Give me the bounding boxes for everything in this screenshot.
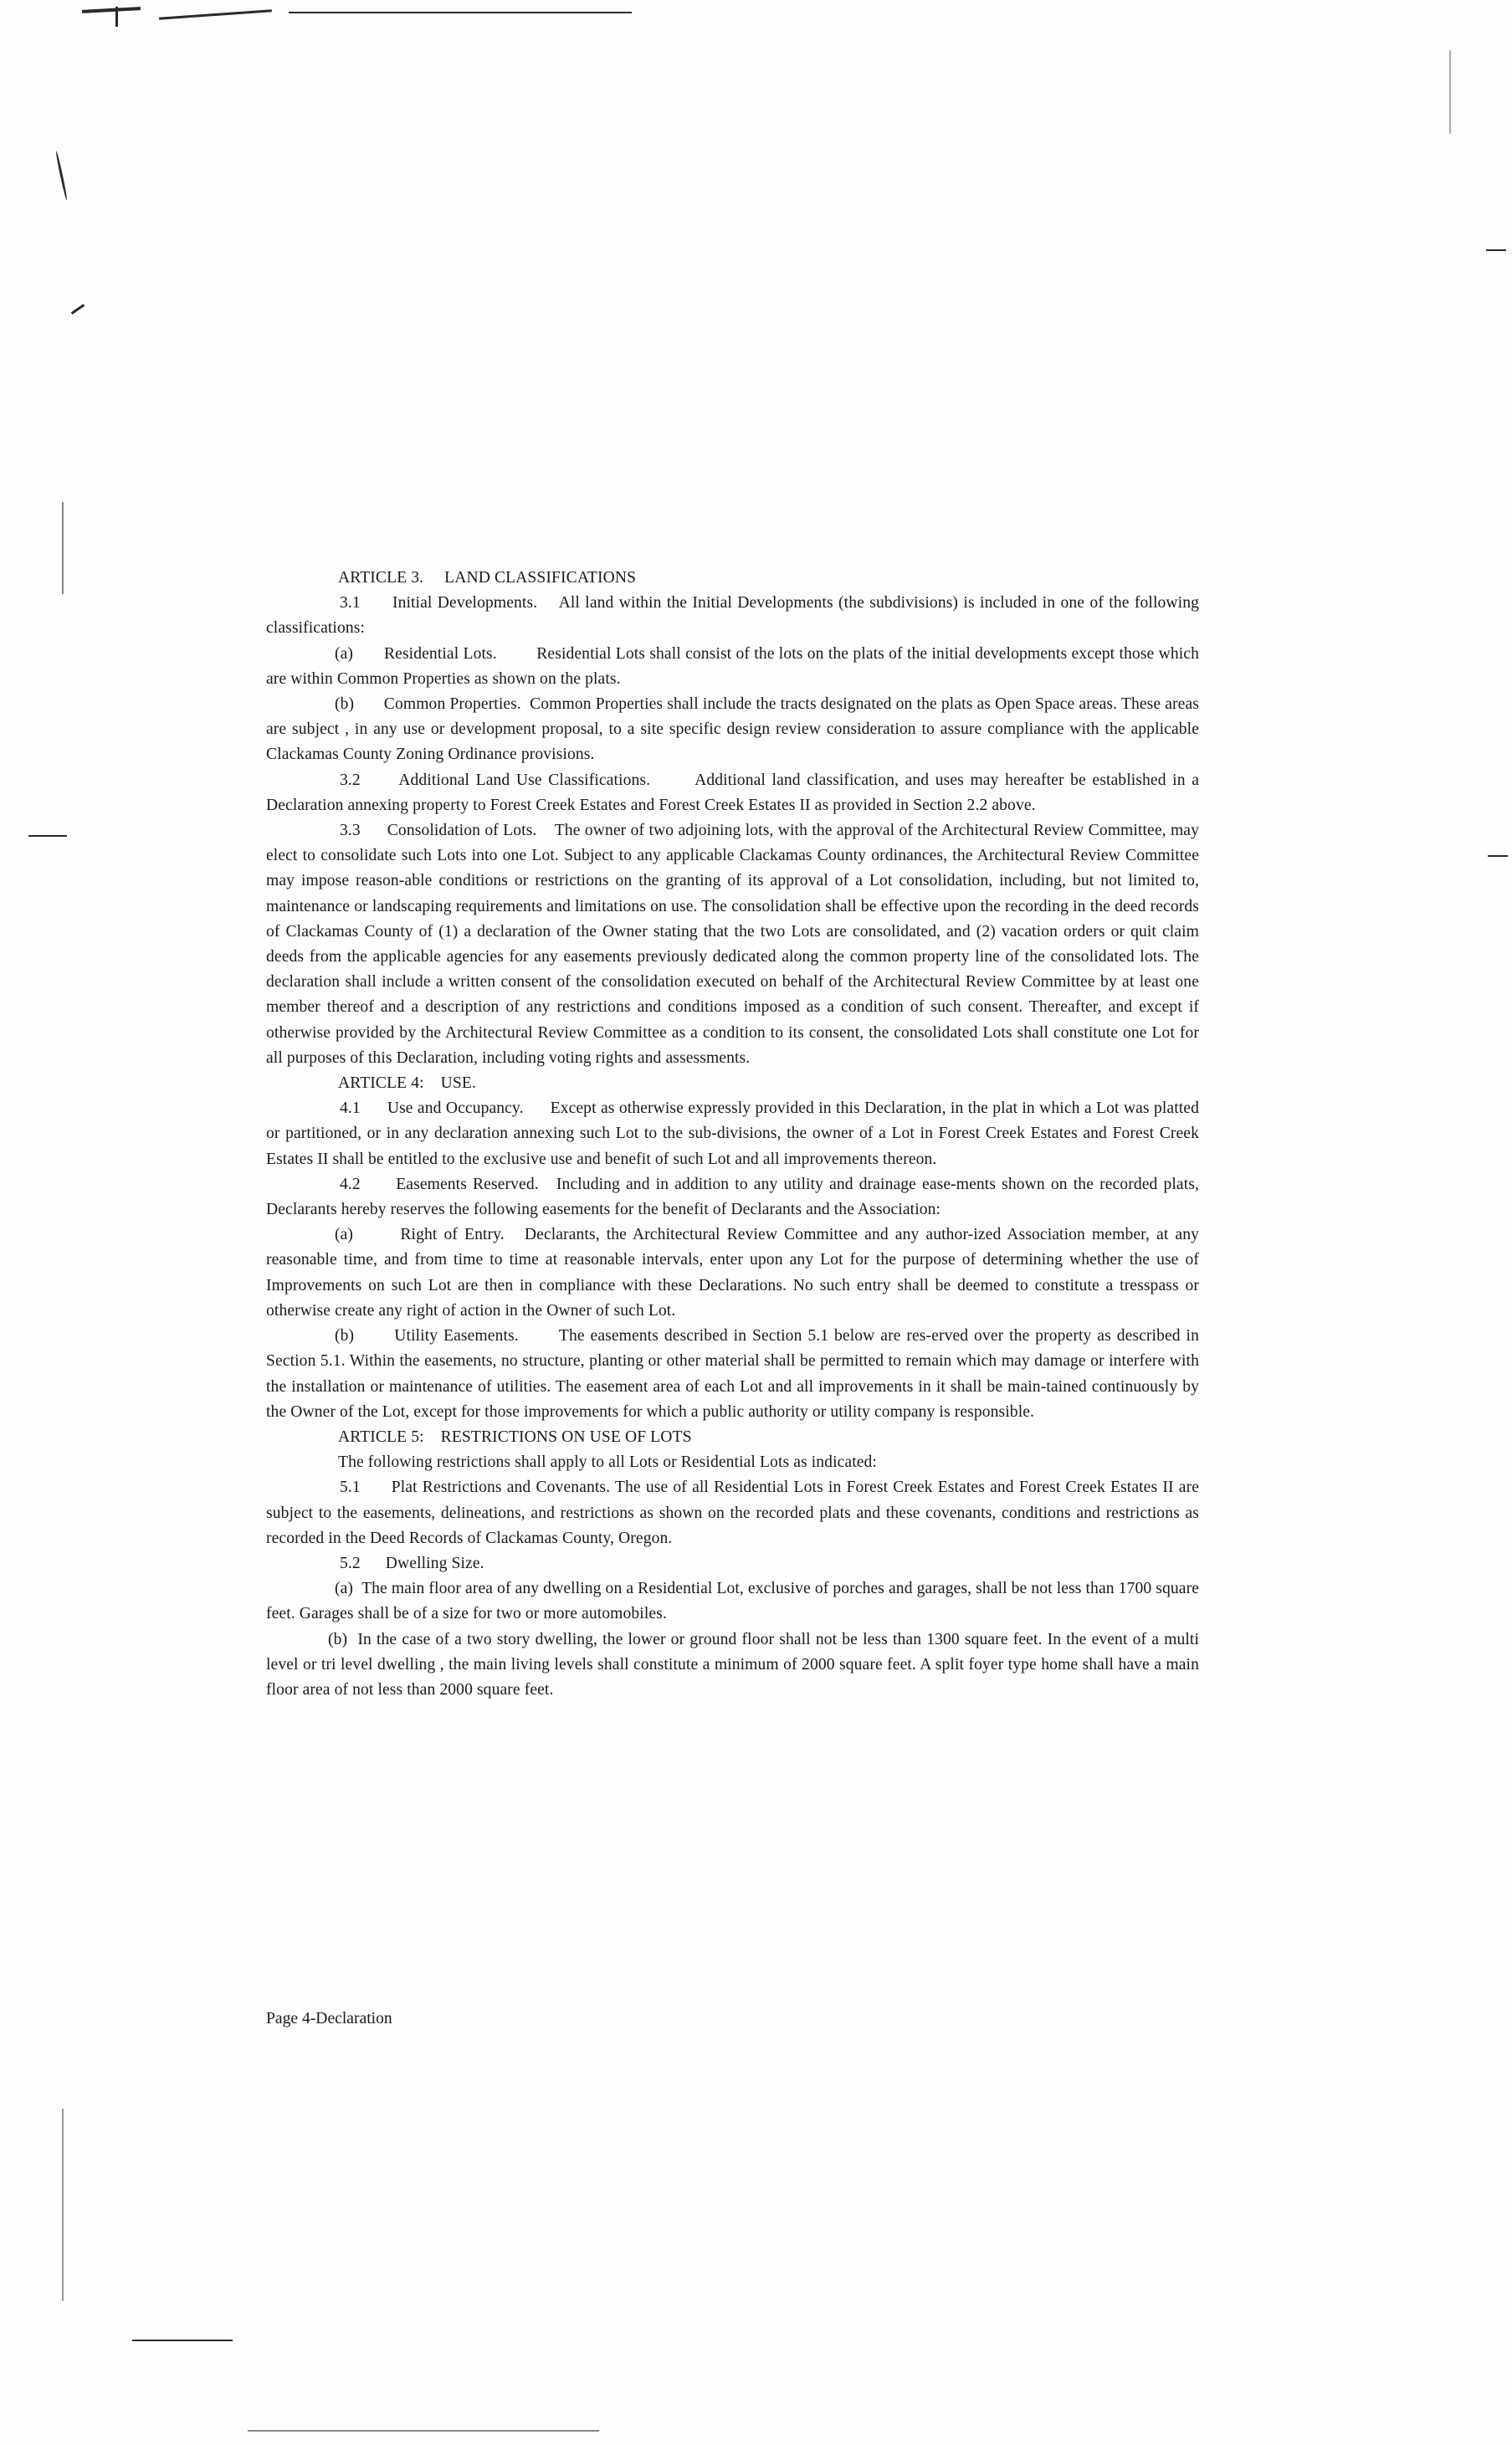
section-3-1-a: (a) Residential Lots. Residential Lots shall consist of the lots on the plats of the initial developments except those which are within Common Properties as shown on the plats.: [266, 644, 1199, 688]
document-body: [266, 566, 1199, 1703]
section-5-2-b: (b) In the case of a two story dwelling, the lower or ground floor shall not be less than 1300 square feet. In the event of a multi level or tri level dwelling , the main living levels shall constitute a minimum of 2000 square feet. A split foyer type home shall have a main floor area of not less than 2000 square feet.: [266, 1630, 1199, 1699]
scan-artifact-left-bracket: [55, 151, 68, 200]
section-4-2-b: (b) Utility Easements. The easements described in Section 5.1 below are res-erved over the property as described in Section 5.1. Within the easements, no structure, planting or other material shall be permitted to remain which may damage or interfere with the installation or maintenance of utilities. The easement area of each Lot and all improvements in it shall be main-tained continuously by the Owner of the Lot, except for those improvements for which a public authority or utility company is responsible.: [266, 1327, 1199, 1421]
section-3-1: 3.1 Initial Developments. All land within the Initial Developments (the subdivisions) is included in one of the following classifications:: [266, 594, 1199, 638]
scan-artifact-left-edge-1: [62, 502, 64, 594]
scan-artifact-left-dash: [28, 835, 67, 837]
section-5-2-a: (a) The main floor area of any dwelling on a Residential Lot, exclusive of porches and garages, shall be not less than 1700 square feet. Garages shall be of a size for two or more automobiles.: [266, 1580, 1199, 1623]
scan-artifact-left-mark: [71, 304, 85, 315]
section-4-2-a: (a) Right of Entry. Declarants, the Architectural Review Committee and any author-ized Association member, at any reasonable time, and from time to time at reasonable intervals, enter upon any Lot for the purpose of determining whether the use of Improvements on such Lot are then in compliance with these Declarations. No such entry shall be deemed to constitute a tresspass or otherwise create any right of action in the Owner of such Lot.: [266, 1226, 1199, 1320]
scan-artifact-top-left: [82, 7, 141, 13]
scan-artifact-top-tick: [115, 7, 118, 27]
section-5-2: 5.2 Dwelling Size.: [340, 1554, 484, 1572]
article-4-heading: ARTICLE 4: USE.: [338, 1074, 476, 1093]
scan-artifact-bottom-line-2: [248, 2430, 599, 2432]
scan-artifact-top-line: [159, 9, 272, 19]
article-3-heading: ARTICLE 3. LAND CLASSIFICATIONS: [338, 569, 637, 587]
scan-artifact-bottom-line: [132, 2340, 233, 2341]
page-footer: Page 4-Declaration: [266, 2010, 392, 2027]
scan-artifact-right-edge: [1449, 50, 1451, 134]
article-5-heading: ARTICLE 5: RESTRICTIONS ON USE OF LOTS: [338, 1428, 692, 1446]
article-5-intro: The following restrictions shall apply to all Lots or Residential Lots as indicated:: [338, 1453, 877, 1472]
scan-artifact-top-right-line: [289, 12, 632, 13]
section-4-1: 4.1 Use and Occupancy. Except as otherwise expressly provided in this Declaration, in the plat in which a Lot was platted or partitioned, or in any declaration annexing such Lot to the sub-divisions, the owner of a Lot in Forest Creek Estates and Forest Creek Estates II shall be entitled to the exclusive use and benefit of such Lot and all improvements thereon.: [266, 1099, 1199, 1168]
scan-artifact-left-edge-2: [62, 2109, 64, 2301]
scan-artifact-right-dash-2: [1488, 855, 1508, 857]
section-5-1: 5.1 Plat Restrictions and Covenants. The use of all Residential Lots in Forest Creek Estates and Forest Creek Estates II are subject to the easements, delineations, and restrictions as shown on the recorded plats and these covenants, conditions and restrictions as recorded in the Deed Records of Clackamas County, Oregon.: [266, 1479, 1199, 1547]
section-4-2: 4.2 Easements Reserved. Including and in addition to any utility and drainage ease-ments shown on the recorded plats, Declarants hereby reserves the following easements for the benefit of Declarants and the Association:: [266, 1175, 1199, 1219]
section-3-1-b: (b) Common Properties. Common Properties shall include the tracts designated on the plats as Open Space areas. These areas are subject , in any use or development proposal, to a site specific design review consideration to assure compliance with the applicable Clackamas County Zoning Ordinance provisions.: [266, 695, 1199, 764]
scan-artifact-right-dash: [1486, 249, 1506, 251]
section-3-3: 3.3 Consolidation of Lots. The owner of two adjoining lots, with the approval of the Architectural Review Committee, may elect to consolidate such Lots into one Lot. Subject to any applicable Clackamas County ordinances, the Architectural Review Committee may impose reason-able conditions or restrictions on the granting of its approval of a Lot consolidation, including, but not limited to, maintenance or landscaping requirements and limitations on use. The consolidation shall be effective upon the recording in the deed records of Clackamas County of (1) a declaration of the Owner stating that the two Lots are consolidated, and (2) vacation orders or quit claim deeds from the applicable agencies for any easements previously dedicated along the common property line of the consolidated lots. The declaration shall include a written consent of the consolidation executed on behalf of the Architectural Review Committee by at least one member thereof and a description of any restrictions and conditions imposed as a condition of such consent. Thereafter, and except if otherwise provided by the Architectural Review Committee as a condition to its consent, the consolidated Lots shall constitute one Lot for all purposes of this Declaration, including voting rights and assessments.: [266, 822, 1199, 1067]
section-3-2: 3.2 Additional Land Use Classifications. Additional land classification, and uses may hereafter be established in a Declaration annexing property to Forest Creek Estates and Forest Creek Estates II as provided in Section 2.2 above.: [266, 771, 1199, 814]
